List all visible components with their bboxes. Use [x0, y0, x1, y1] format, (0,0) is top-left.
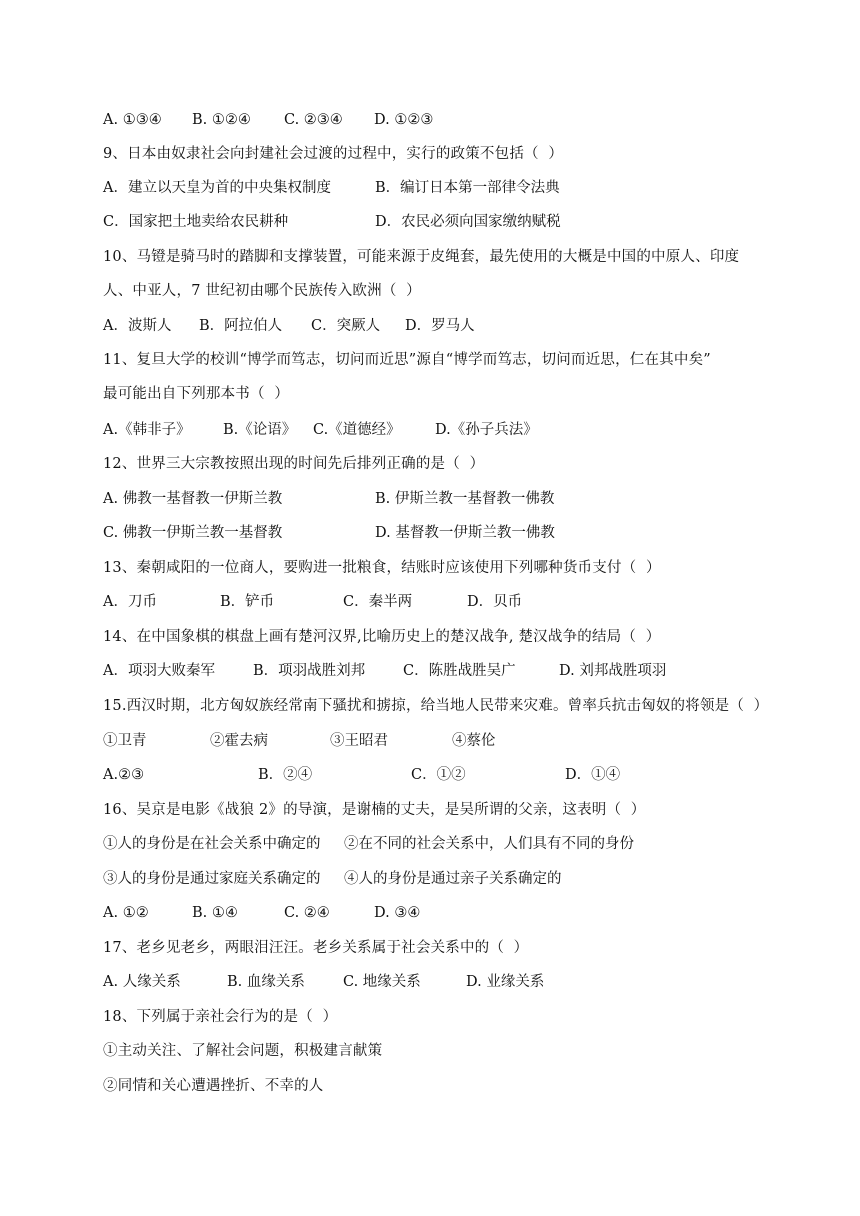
answer-option: A．项羽大败秦军 [103, 663, 215, 679]
answer-option: C．①② [411, 767, 466, 783]
answer-option: D. 业缘关系 [466, 974, 545, 990]
answer-option: B. 伊斯兰教一基督教一佛教 [375, 491, 555, 507]
options-row [103, 178, 763, 198]
answer-option: C. 地缘关系 [343, 974, 421, 990]
answer-option: ②霍去病 [210, 733, 268, 749]
question-line: 16、吴京是电影《战狼 2》的导演，是谢楠的丈夫，是吴所谓的父亲，这表明（ ） [103, 802, 646, 818]
options-row [103, 765, 763, 785]
answer-option: B. ①④ [192, 905, 238, 921]
answer-option: B．②④ [258, 767, 313, 783]
answer-option: A．波斯人 [103, 318, 172, 334]
options-row [103, 420, 763, 440]
answer-option: D．农民必须向国家缴纳赋税 [375, 214, 561, 230]
answer-option: ②在不同的社会关系中，人们具有不同的身份 [344, 836, 634, 852]
question-line: 11、复旦大学的校训“博学而笃志，切问而近思”源自“博学而笃志，切问而近思，仁在其中矣” [103, 352, 711, 368]
answer-option: ③王昭君 [330, 733, 388, 749]
answer-option: A. ①② [103, 905, 149, 921]
answer-option: C.《道德经》 [313, 422, 401, 438]
answer-option: C．秦半两 [343, 594, 413, 610]
answer-option: D. 基督教一伊斯兰教一佛教 [375, 525, 555, 541]
options-row [103, 489, 763, 509]
answer-option: C．突厥人 [311, 318, 381, 334]
question-line: 10、马镫是骑马时的踏脚和支撑装置，可能来源于皮绳套，最先使用的大概是中国的中原人、印度 [103, 249, 740, 265]
answer-option: D．贝币 [467, 594, 523, 610]
question-line: 9、日本由奴隶社会向封建社会过渡的过程中，实行的政策不包括（ ） [103, 146, 564, 162]
answer-option: D. 刘邦战胜项羽 [559, 663, 667, 679]
question-line: 人、中亚人，7 世纪初由哪个民族传入欧洲（ ） [103, 283, 421, 299]
options-row [103, 834, 763, 854]
answer-option: A．建立以天皇为首的中央集权制度 [103, 180, 331, 196]
question-line: 14、在中国象棋的棋盘上画有楚河汉界,比喻历史上的楚汉战争, 楚汉战争的结局（ ） [103, 629, 661, 645]
answer-option: D. ③④ [374, 905, 421, 921]
options-row [103, 903, 763, 923]
answer-option: A. ①③④ [103, 112, 162, 128]
answer-option: D．罗马人 [405, 318, 475, 334]
question-line: 12、世界三大宗教按照出现的时间先后排列正确的是（ ） [103, 456, 485, 472]
answer-option: B. 血缘关系 [227, 974, 305, 990]
options-row [103, 661, 763, 681]
answer-option: ①卫青 [103, 733, 147, 749]
answer-option: A. 佛教一基督教一伊斯兰教 [103, 491, 283, 507]
answer-option: B．阿拉伯人 [199, 318, 283, 334]
question-line: 18、下列属于亲社会行为的是（ ） [103, 1009, 338, 1025]
answer-option: C．陈胜战胜吴广 [403, 663, 516, 679]
answer-option: C. ②③④ [284, 112, 343, 128]
question-line: 13、秦朝咸阳的一位商人，要购进一批粮食，结账时应该使用下列哪种货币支付（ ） [103, 560, 661, 576]
answer-option: ①人的身份是在社会关系中确定的 [103, 836, 321, 852]
options-row [103, 523, 763, 543]
options-row [103, 316, 763, 336]
question-line: ①主动关注、了解社会问题，积极建言献策 [103, 1043, 383, 1059]
answer-option: B．铲币 [220, 594, 275, 610]
options-row [103, 731, 763, 751]
answer-option: A.《韩非子》 [103, 422, 191, 438]
answer-option: B. ①②④ [192, 112, 251, 128]
answer-option: A．刀币 [103, 594, 157, 610]
options-row [103, 972, 763, 992]
options-row [103, 592, 763, 612]
question-line: 最可能出自下列那本书（ ） [103, 386, 290, 402]
answer-option: B.《论语》 [223, 422, 297, 438]
answer-option: D.《孙子兵法》 [435, 422, 538, 438]
answer-option: A. 人缘关系 [103, 974, 181, 990]
answer-option: D. ①②③ [374, 112, 434, 128]
question-line: ②同情和关心遭遇挫折、不幸的人 [103, 1078, 324, 1094]
answer-option: C．国家把土地卖给农民耕种 [103, 214, 289, 230]
question-line: 15.西汉时期，北方匈奴族经常南下骚扰和掳掠，给当地人民带来灾难。曾率兵抗击匈奴的将领是（ ） [103, 698, 769, 714]
answer-option: ④人的身份是通过亲子关系确定的 [344, 871, 562, 887]
answer-option: C. ②④ [284, 905, 330, 921]
answer-option: B．编订日本第一部律令法典 [375, 180, 560, 196]
answer-option: C. 佛教一伊斯兰教一基督教 [103, 525, 283, 541]
options-row [103, 212, 763, 232]
answer-option: A.②③ [103, 767, 145, 783]
options-row [103, 869, 763, 889]
answer-option: ④蔡伦 [452, 733, 496, 749]
options-row [103, 110, 763, 130]
answer-option: D．①④ [565, 767, 621, 783]
answer-option: ③人的身份是通过家庭关系确定的 [103, 871, 321, 887]
answer-option: B．项羽战胜刘邦 [253, 663, 366, 679]
question-line: 17、老乡见老乡，两眼泪汪汪。老乡关系属于社会关系中的（ ） [103, 940, 529, 956]
